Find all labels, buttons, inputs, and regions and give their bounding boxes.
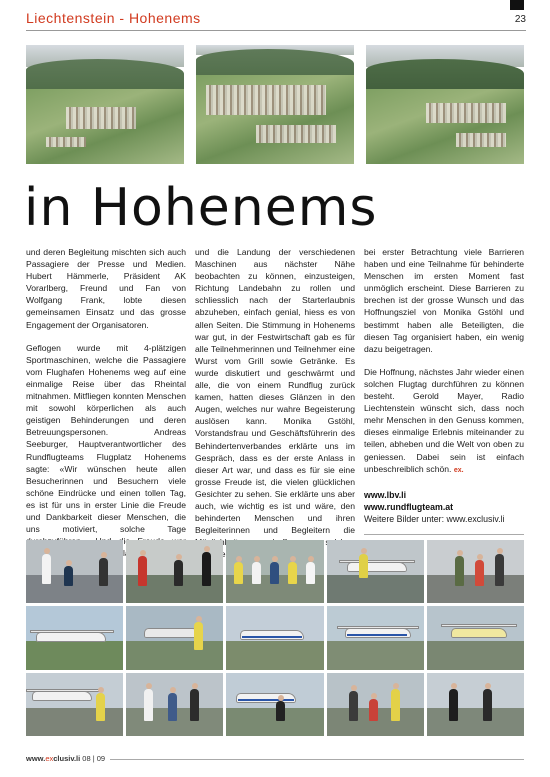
article-headline: in Hohenems (24, 178, 378, 238)
photo-tile (226, 540, 323, 603)
aerial-photo-2 (196, 45, 354, 164)
header-rule (26, 30, 526, 31)
paragraph: bei erster Betrachtung viele Barrieren haben und eine Teilnahme für behinderte Menschen im ersten Moment fast unmöglich erscheint. Diese Barrieren zu brechen ist der grosse Wunsch und das Hoffnungsziel von Monika Gstöhl und bestimmt haben alle Beteiligten, die diesen Tag organisiert haben, ein wenig dazu beigetragen. (364, 247, 524, 354)
aerial-photo-3 (366, 45, 524, 164)
photo-tile (327, 540, 424, 603)
photo-tile (327, 606, 424, 669)
photo-tile (427, 606, 524, 669)
link-lbv[interactable]: www.lbv.li (364, 489, 407, 500)
photo-tile (26, 673, 123, 736)
footer-brand (26, 754, 80, 763)
section-title: Liechtenstein - Hohenems (26, 10, 201, 26)
page-number: 23 (514, 14, 526, 25)
paragraph: Geflogen wurde mit 4-plätzigen Sportmaschinen, welche die Passagiere vom Flughafen Hohenems weg auf eine einmalige Reise über das Rheintal mitnahmen. Mitfliegen konnten Menschen mit sowohl körperlichen als auch geistigen Behinderungen und deren Betreuungspersonen. Andreas Seeburger, Hauptverantwortlicher des Rundflugteams Flugplatz Hohenems sagte: «Wir wünschen heute allen Besucherinnen und Besuchern viele schöne Eindrücke und einen tollen Tag, es ist für uns in erster Linie die Freude und Dankbarkeit dieser Menschen, die uns motiviert, solche Tage die (26, 342, 186, 547)
photo-tile (126, 673, 223, 736)
header-bar (26, 8, 526, 30)
footer-pages: 08 | 09 (82, 754, 106, 763)
paragraph: und deren Begleitung mischten sich auch Passagiere der Presse und Medien. Hubert Hämmerle, Präsident AK Vorarlberg, Freund und Fan von Wolfgang Frank, lobte diesen gemeinsamen Einsatz und das grosse Engagement der Organisatoren. (26, 247, 186, 330)
photo-tile (427, 673, 524, 736)
photo-tile (26, 540, 123, 603)
credit-rule (364, 534, 524, 535)
footer-rule (110, 759, 524, 760)
photo-tile (26, 606, 123, 669)
page-footer (26, 754, 105, 763)
brand-suffix: clusiv.li (53, 754, 81, 763)
text-column-1 (26, 246, 186, 560)
article-body (26, 246, 524, 560)
photo-tile (126, 540, 223, 603)
brand-ex: ex (45, 754, 54, 763)
links-block (364, 489, 524, 525)
text-column-3 (364, 246, 524, 560)
photo-tile (226, 606, 323, 669)
photo-tile (327, 673, 424, 736)
photo-tile (226, 673, 323, 736)
photo-tile (126, 606, 223, 669)
photo-collage (26, 540, 524, 736)
author-signoff: ex. (453, 466, 464, 474)
paragraph: und die Landung der verschiedenen Maschinen aus nächster Nähe beobachten zu können, einzusteigen, Richtung Landebahn zu rollen und schliesslich nach der Starterlaubnis abzuheben, einfach genial, hiess es von allen Seiten. Die Stimmung in Hohenems war gut, in der Festwirtschaft gab es für alle Teilnehmerinnen und Teilnehmer eine Wurst vom Grill sowie Getränke. Es wurde diskutiert und geschwärmt und alle, die von einem Rundflug zurück kamen, hatten dieses Glänzen in den Augen, welches nur wahre Begeisterung auslösen kann. Monika Gstöhl, Vorstandsfrau und Geschäftsführerin des Behindertenverbandes erklärte uns im Gespräch, dass es der erste Anlass in dieser Art war, und dass es für sie eine grosse Freude ist, die vielen glücklichen Gesichter zu sehen. Sie erklärte uns aber auch, wie wichtig es ist und wäre, den behinderten Menschen und ihren Begleiterinnen und Begleitern die (195, 247, 355, 536)
corner-mark (510, 0, 524, 10)
brand-prefix: www. (26, 754, 46, 763)
paragraph-text: Die Hoffnung, nächstes Jahr wieder einen solchen Flugtag durchführen zu können besteht. Gerold Mayer, Radio Liechtenstein wünscht sich, dass noch mehr Menschen in den Genuss kommen, dieses einmalige Erlebnis miteinander zu teilen, abheben und die Welt von oben zu geniessen. Dabei sein ist einfach unbeschreiblich schön. (364, 366, 524, 474)
aerial-photo-1 (26, 45, 184, 164)
text-column-2 (195, 246, 355, 560)
more-photos-text: Weitere Bilder unter: www.exclusiv.li (364, 513, 505, 524)
aerial-photo-strip (26, 45, 524, 164)
paragraph (364, 366, 524, 477)
photo-tile (427, 540, 524, 603)
link-rundflugteam[interactable]: www.rundflugteam.at (364, 501, 454, 512)
